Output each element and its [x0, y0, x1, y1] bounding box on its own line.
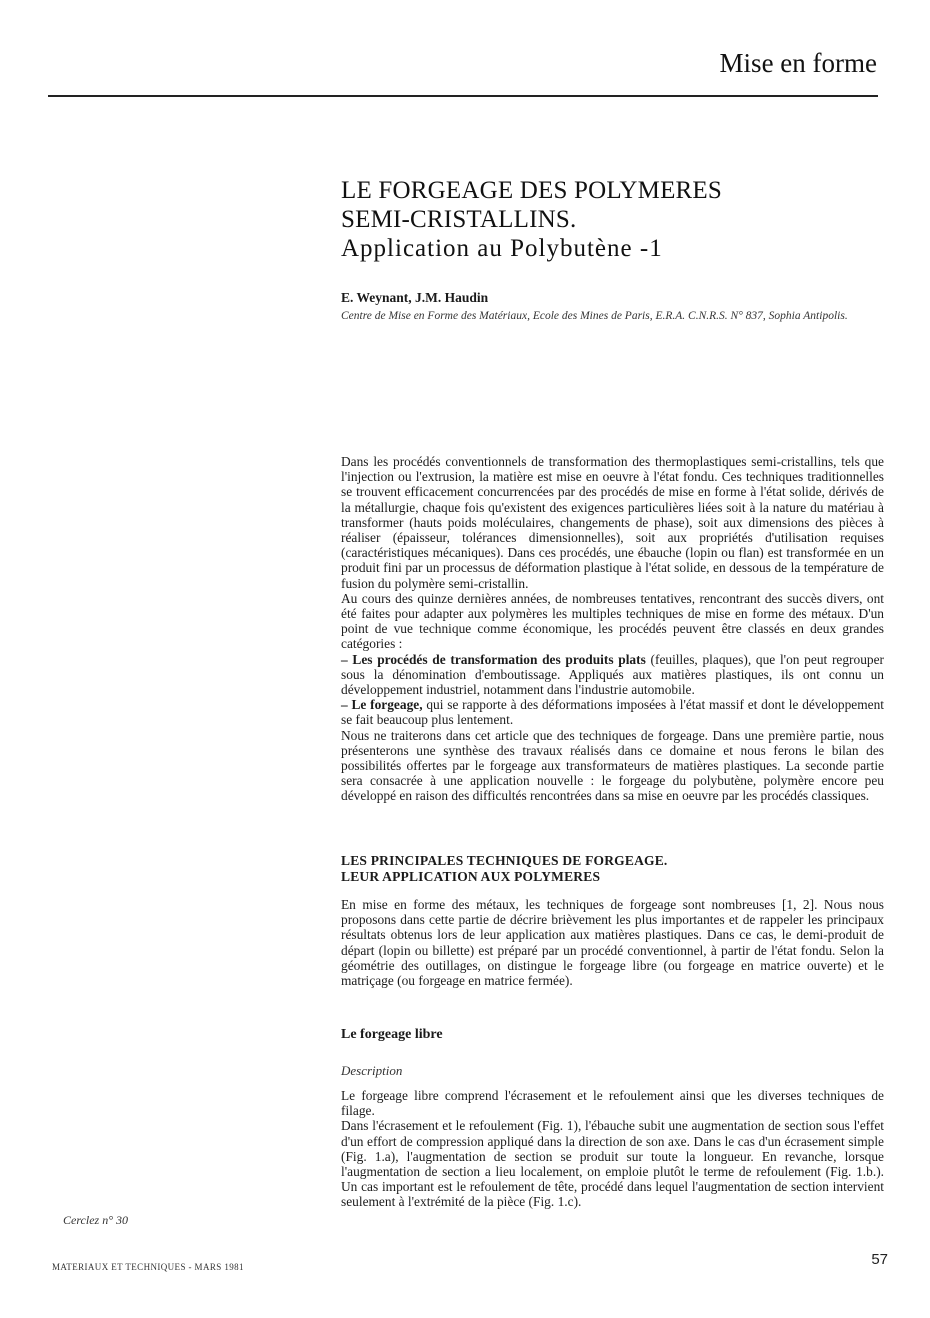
intro-list-item-1	[341, 652, 884, 698]
author-affiliation: Centre de Mise en Forme des Matériaux, Ecole des Mines de Paris, E.R.A. C.N.R.S. N° 837, Sophia Antipolis.	[341, 310, 848, 322]
intro-item-1-text: (feuilles, plaques), que l'on peut regrouper sous la dénomination d'emboutissage. Appliqués aux matières plastiques, ils ont connu un développement industriel, notamment dans l'industrie automobile.	[341, 651, 884, 698]
section-2-paragraph-1: Le forgeage libre comprend l'écrasement et le refoulement ainsi que les diverses techniques de filage.	[341, 1088, 884, 1119]
title-line-2: SEMI-CRISTALLINS.	[341, 206, 577, 233]
introduction	[341, 454, 884, 804]
header-rule	[48, 95, 878, 97]
section-1-body	[341, 897, 884, 988]
section-2-subheading: Description	[341, 1063, 403, 1078]
section-1-paragraph-1: En mise en forme des métaux, les techniques de forgeage sont nombreuses [1, 2]. Nous nous proposons dans cette partie de décrire brièvement les plus importantes et de rappeler les principaux résultats obtenus lors de leur application aux matières plastiques. Dans ce cas, le demi-produit de départ (lopin ou billette) est préparé par un procédé conventionnel, à partir de l'état fondu. Selon la géométrie des outillages, on distingue le forgeage libre (ou forgeage en matrice ouverte) et le matriçage (ou forgeage en matrice fermée).	[341, 897, 884, 989]
intro-paragraph-3: Nous ne traiterons dans cet article que des techniques de forgeage. Dans une première partie, nous présenterons une synthèse des travaux réalisés dans ce domaine et nous ferons le bilan des possibilités offertes par le forgeage aux transformateurs de matières plastiques. La seconde partie sera consacrée à une application nouvelle : le forgeage du polybutène, polymère encore peu développé en raison des difficultés rencontrées dans sa mise en oeuvre par les procédés classiques.	[341, 727, 884, 804]
intro-item-2-text: qui se rapporte à des déformations imposées à l'état massif et dont le développement se fait beaucoup plus lentement.	[341, 697, 885, 728]
section-2-paragraph-2: Dans l'écrasement et le refoulement (Fig. 1), l'ébauche subit une augmentation de section sous l'effet d'un effort de compression appliqué dans la direction de son axe. Dans le cas d'un écrasement simple (Fig. 1.a), l'augmentation de section se produit sur toute la longueur. En revanche, lorsque l'augmentation de section a lieu localement, on emploie plutôt le terme de refoulement (Fig. 1.b.). Un cas important est le refoulement de tête, procédé dans lequel l'augmentation de section intervient seulement à l'extrémité de la pièce (Fig. 1.c).	[341, 1118, 884, 1210]
title-line-3: Application au Polybutène -1	[341, 235, 663, 262]
section-1-heading-line-1: LES PRINCIPALES TECHNIQUES DE FORGEAGE.	[341, 853, 668, 868]
page-number: 57	[871, 1251, 888, 1268]
section-2-heading: Le forgeage libre	[341, 1027, 443, 1042]
journal-footer: MATERIAUX ET TECHNIQUES - MARS 1981	[52, 1262, 244, 1272]
section-rubric: Mise en forme	[719, 48, 877, 78]
section-1-heading-line-2: LEUR APPLICATION AUX POLYMERES	[341, 869, 601, 884]
intro-item-1-lead: – Les procédés de transformation des produits plats	[341, 651, 646, 667]
article-authors: E. Weynant, J.M. Haudin	[341, 290, 489, 305]
section-2-body	[341, 1088, 884, 1210]
article-title	[341, 176, 901, 263]
intro-item-2-lead: – Le forgeage,	[341, 697, 423, 713]
intro-paragraph-2: Au cours des quinze dernières années, de nombreuses tentatives, rencontrant des succès divers, ont été faites pour adapter aux polymères les multiples techniques de mise en forme des métaux. D'un point de vue technique comme économique, les procédés peuvent être classés en deux grandes catégories :	[341, 590, 884, 652]
intro-list-item-2	[341, 697, 884, 727]
intro-paragraph-1: Dans les procédés conventionnels de transformation des thermoplastiques semi-cristallins, tels que l'injection ou l'extrusion, la matière est mise en oeuvre à l'état fondu. Ces techniques traditionnelles se trouvent efficacement concurrencées par des procédés de mise en forme à l'état solide, dérivés de la métallurgie, chaque fois qu'existent des exigences particulières liées soit à la nature du matériau à transformer (hauts poids moléculaires, changements de phase), soit aux dimensions des pièces à réaliser (épaisseur, tolérances dimensionnelles), soit aux propriétés d'utilisation requises (caractéristiques mécaniques). Dans ces procédés, une ébauche (lopin ou flan) est transformée en un produit fini par un processus de déformation plastique à l'état solide, en dessous de la température de fusion du polymère semi-cristallin.	[341, 454, 884, 591]
reader-service-note: Cerclez n° 30	[63, 1213, 129, 1227]
section-1-heading	[341, 853, 884, 885]
title-line-1: LE FORGEAGE DES POLYMERES	[341, 177, 722, 204]
